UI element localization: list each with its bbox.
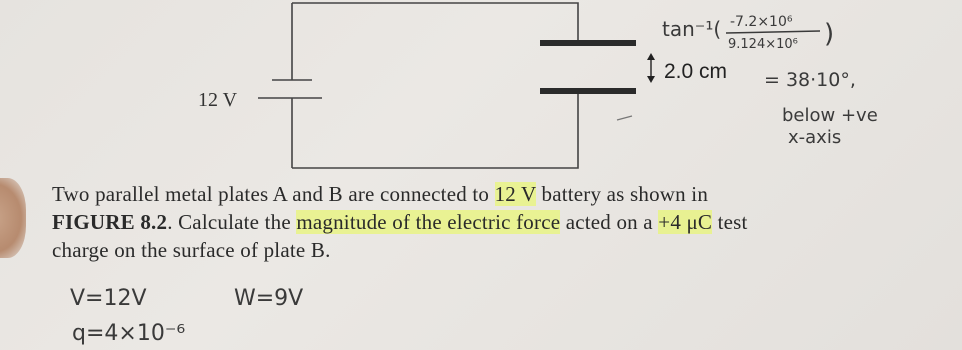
highlight-charge: +4 μC — [658, 210, 713, 234]
gap-label: 2.0 cm — [664, 60, 728, 83]
arctan-numerator: -7.2×10⁶ — [730, 14, 793, 30]
gap-arrow — [647, 53, 655, 83]
battery-label: 12 V — [198, 89, 238, 111]
arctan-tail: ) — [824, 19, 835, 49]
arctan-head: tan⁻¹( — [662, 17, 722, 41]
highlight-force: magnitude of the electric force — [296, 210, 561, 234]
plate-a — [540, 40, 636, 46]
problem-statement — [52, 180, 952, 264]
pencil-mark — [617, 116, 632, 120]
arctan-denominator: 9.124×10⁶ — [728, 37, 798, 52]
figure-reference: FIGURE 8.2 — [52, 210, 168, 234]
voltage-note: V=12V — [70, 286, 147, 311]
problem-line-3: charge on the surface of plate B. — [52, 238, 331, 262]
wire-bottom — [292, 94, 578, 168]
direction-note-line1: below +ve — [782, 105, 878, 126]
plate-b — [540, 88, 636, 94]
work-note: W=9V — [234, 286, 304, 311]
charge-note: q=4×10⁻⁶ — [72, 321, 186, 346]
angle-result: = 38·10°, — [764, 69, 856, 91]
circuit-wires — [292, 3, 578, 168]
problem-line-2: FIGURE 8.2. Calculate the magnitude of the electric force acted on a +4 μC test — [52, 210, 748, 234]
wire-top — [292, 3, 578, 40]
highlight-voltage: 12 V — [494, 182, 537, 206]
direction-note-line2: x-axis — [788, 127, 842, 148]
problem-line-1: Two parallel metal plates A and B are connected to 12 V battery as shown in — [52, 182, 709, 206]
